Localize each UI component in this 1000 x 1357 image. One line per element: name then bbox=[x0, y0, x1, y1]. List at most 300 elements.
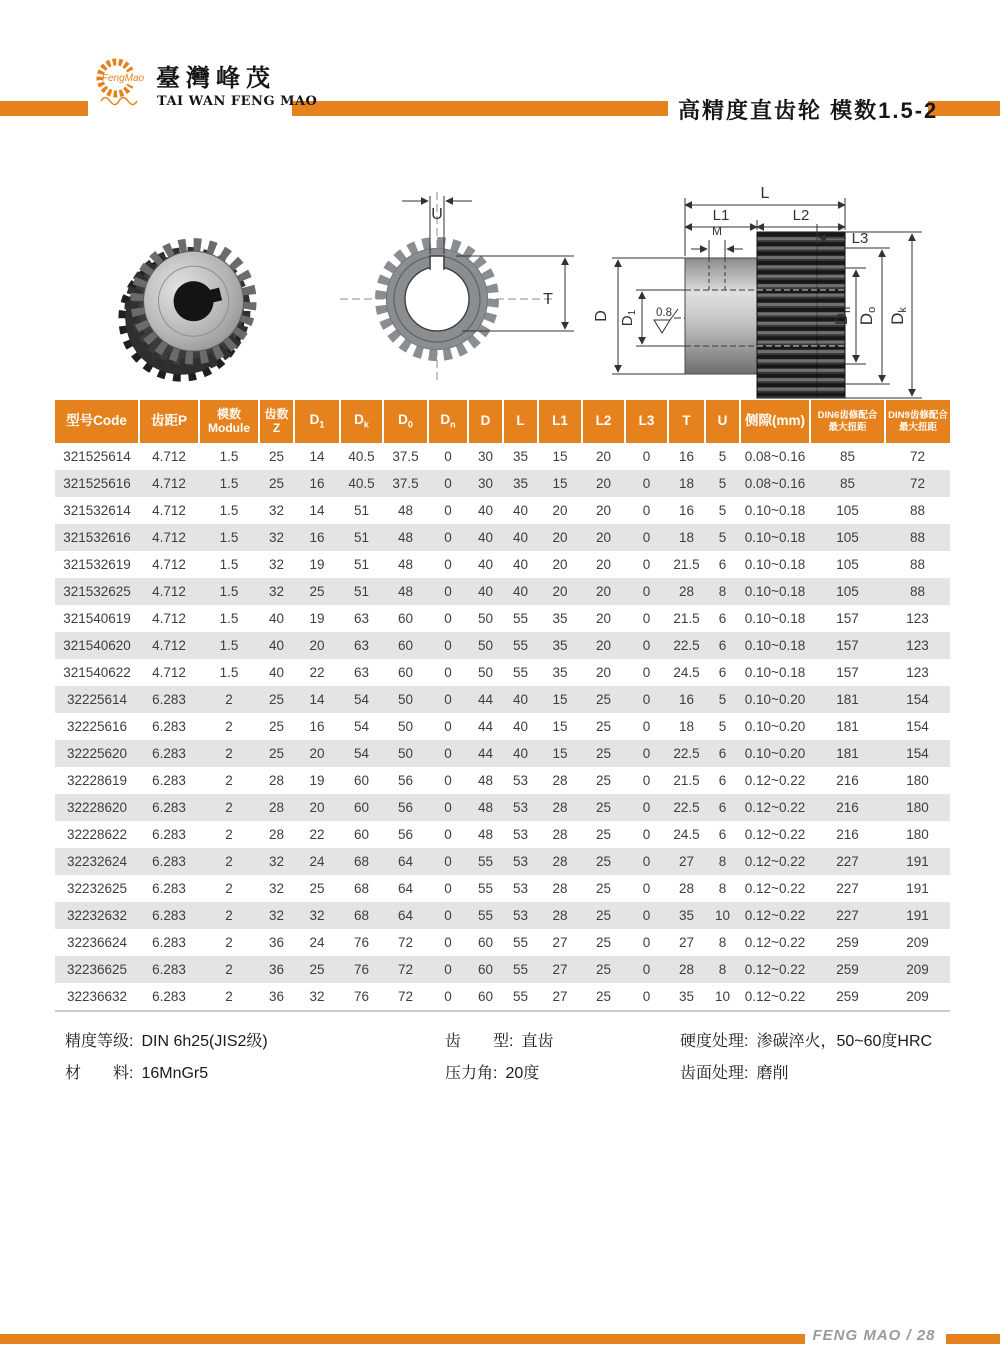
table-cell: 180 bbox=[906, 773, 929, 788]
table-cell: 76 bbox=[353, 962, 370, 977]
note-material: 材 料: 16MnGr5 bbox=[65, 1065, 209, 1082]
table-cell: 1.5 bbox=[219, 638, 239, 653]
table-cell: 28 bbox=[552, 881, 568, 896]
table-row bbox=[55, 929, 950, 956]
table-cell: 40 bbox=[268, 665, 285, 680]
table-cell: 72 bbox=[909, 476, 926, 491]
table-row bbox=[55, 551, 950, 578]
table-cell: 40 bbox=[512, 503, 529, 518]
table-cell: 0 bbox=[642, 611, 651, 626]
table-cell: 5 bbox=[718, 719, 727, 734]
col-header-teeth-count: 齿数 Z bbox=[259, 400, 294, 443]
notes-column-3 bbox=[680, 1026, 932, 1090]
table-cell: 16 bbox=[678, 449, 695, 464]
dn-dimension-label: Dn bbox=[832, 306, 853, 326]
table-cell: 51 bbox=[353, 503, 370, 518]
table-cell: 55 bbox=[477, 908, 494, 923]
table-cell: 56 bbox=[397, 800, 414, 815]
gear-logo-icon bbox=[92, 52, 152, 114]
table-cell: 28 bbox=[552, 827, 568, 842]
table-cell: 0.12~0.22 bbox=[744, 773, 806, 788]
table-cell: 16 bbox=[309, 530, 325, 545]
table-cell: 19 bbox=[309, 773, 325, 788]
table-cell: 6.283 bbox=[152, 881, 186, 896]
table-cell: 40 bbox=[477, 503, 494, 518]
header-bar-middle bbox=[292, 101, 668, 116]
table-cell: 25 bbox=[268, 449, 285, 464]
table-cell: 25 bbox=[268, 746, 285, 761]
table-row bbox=[55, 713, 950, 740]
table-cell: 51 bbox=[353, 557, 370, 572]
table-cell: 35 bbox=[678, 989, 695, 1004]
table-row bbox=[55, 875, 950, 902]
table-cell: 191 bbox=[906, 881, 929, 896]
table-cell: 27 bbox=[552, 935, 568, 950]
do-dimension-label: Do bbox=[857, 306, 878, 326]
table-cell: 19 bbox=[309, 611, 325, 626]
table-cell: 32225616 bbox=[66, 719, 128, 734]
table-cell: 0 bbox=[642, 881, 651, 896]
table-cell: 6 bbox=[718, 557, 727, 572]
table-cell: 6 bbox=[718, 665, 727, 680]
table-cell: 14 bbox=[309, 692, 325, 707]
table-cell: 64 bbox=[397, 854, 414, 869]
note-pressure-angle: 压力角: 20度 bbox=[445, 1065, 540, 1082]
table-cell: 20 bbox=[595, 449, 612, 464]
table-cell: 25 bbox=[309, 881, 325, 896]
table-cell: 20 bbox=[309, 746, 325, 761]
table-cell: 321525614 bbox=[63, 449, 131, 464]
table-cell: 1.5 bbox=[219, 557, 239, 572]
table-cell: 32232632 bbox=[66, 908, 128, 923]
table-cell: 48 bbox=[477, 773, 494, 788]
logo-wave-decoration bbox=[101, 98, 137, 105]
col-header-l2: L2 bbox=[582, 400, 625, 443]
table-cell: 25 bbox=[268, 692, 285, 707]
table-cell: 4.712 bbox=[152, 530, 186, 545]
table-cell: 321532614 bbox=[63, 503, 131, 518]
table-cell: 4.712 bbox=[152, 476, 186, 491]
table-cell: 37.5 bbox=[392, 476, 419, 491]
l1-dimension-label: L1 bbox=[712, 207, 730, 224]
col-header-l1: L1 bbox=[538, 400, 582, 443]
table-cell: 181 bbox=[836, 692, 859, 707]
table-cell: 22 bbox=[309, 827, 325, 842]
table-cell: 0.10~0.18 bbox=[744, 530, 806, 545]
table-cell: 25 bbox=[595, 719, 612, 734]
table-cell: 16 bbox=[309, 719, 325, 734]
brand-logo bbox=[92, 50, 318, 122]
table-cell: 0 bbox=[642, 638, 651, 653]
table-cell: 0 bbox=[642, 476, 651, 491]
table-cell: 88 bbox=[909, 503, 926, 518]
table-cell: 32 bbox=[268, 557, 285, 572]
note-tooth-surface-treatment: 齿面处理: 磨削 bbox=[680, 1065, 789, 1082]
table-cell: 0 bbox=[444, 827, 452, 842]
table-cell: 27 bbox=[678, 854, 695, 869]
note-precision-grade: 精度等级: DIN 6h25(JIS2级) bbox=[65, 1033, 268, 1050]
table-cell: 0.10~0.18 bbox=[744, 665, 806, 680]
note-tooth-type: 齿 型: 直齿 bbox=[445, 1033, 554, 1050]
table-cell: 1.5 bbox=[219, 665, 239, 680]
col-header-pitch: 齿距P bbox=[139, 400, 199, 443]
table-row bbox=[55, 659, 950, 686]
footer-bar-right bbox=[946, 1334, 1000, 1344]
table-cell: 55 bbox=[512, 638, 529, 653]
table-cell: 15 bbox=[552, 449, 568, 464]
table-cell: 0 bbox=[444, 881, 452, 896]
table-cell: 32236632 bbox=[66, 989, 128, 1004]
table-cell: 28 bbox=[678, 962, 695, 977]
table-cell: 32228622 bbox=[66, 827, 128, 842]
table-cell: 40 bbox=[512, 530, 529, 545]
table-cell: 4.712 bbox=[152, 638, 186, 653]
col-header-din6-max-torque: DIN6齿修配合 最大扭距 bbox=[810, 400, 885, 443]
table-cell: 60 bbox=[477, 989, 494, 1004]
col-header-module: 模数 Module bbox=[199, 400, 259, 443]
table-cell: 6.283 bbox=[152, 935, 186, 950]
table-cell: 2 bbox=[225, 827, 233, 842]
table-cell: 2 bbox=[225, 881, 233, 896]
table-cell: 40 bbox=[477, 530, 494, 545]
table-cell: 123 bbox=[906, 665, 929, 680]
table-cell: 72 bbox=[397, 962, 414, 977]
gear-front-shape bbox=[381, 243, 493, 355]
table-cell: 76 bbox=[353, 935, 370, 950]
table-cell: 20 bbox=[552, 584, 568, 599]
table-cell: 209 bbox=[906, 989, 929, 1004]
table-cell: 28 bbox=[552, 854, 568, 869]
col-header-t: T bbox=[668, 400, 705, 443]
header-bar-left bbox=[0, 101, 88, 116]
table-cell: 63 bbox=[353, 665, 370, 680]
table-cell: 6 bbox=[718, 638, 727, 653]
table-cell: 25 bbox=[595, 692, 612, 707]
table-cell: 35 bbox=[552, 638, 568, 653]
table-cell: 40 bbox=[477, 557, 494, 572]
table-cell: 321540622 bbox=[63, 665, 131, 680]
table-cell: 105 bbox=[836, 503, 859, 518]
table-cell: 60 bbox=[397, 638, 414, 653]
table-cell: 0 bbox=[642, 719, 651, 734]
table-cell: 68 bbox=[353, 881, 370, 896]
table-cell: 259 bbox=[836, 962, 859, 977]
table-cell: 15 bbox=[552, 692, 568, 707]
table-cell: 259 bbox=[836, 935, 859, 950]
table-cell: 0 bbox=[642, 827, 651, 842]
table-cell: 321540619 bbox=[63, 611, 131, 626]
table-cell: 0.10~0.20 bbox=[744, 719, 806, 734]
l3-dimension-label: L3 bbox=[851, 230, 869, 247]
table-cell: 48 bbox=[477, 800, 494, 815]
table-cell: 2 bbox=[225, 746, 233, 761]
table-cell: 16 bbox=[309, 476, 325, 491]
table-row bbox=[55, 497, 950, 524]
table-cell: 2 bbox=[225, 962, 233, 977]
table-cell: 21.5 bbox=[673, 773, 700, 788]
table-cell: 44 bbox=[477, 692, 494, 707]
col-header-dn: $D_n$ bbox=[428, 400, 468, 443]
table-cell: 20 bbox=[595, 476, 612, 491]
table-cell: 50 bbox=[397, 719, 414, 734]
table-cell: 32 bbox=[268, 584, 285, 599]
table-cell: 0 bbox=[642, 557, 651, 572]
table-cell: 1.5 bbox=[219, 503, 239, 518]
table-cell: 60 bbox=[397, 611, 414, 626]
table-cell: 19 bbox=[309, 557, 325, 572]
table-cell: 0.12~0.22 bbox=[744, 908, 806, 923]
table-cell: 50 bbox=[477, 638, 494, 653]
table-cell: 209 bbox=[906, 935, 929, 950]
table-cell: 35 bbox=[552, 611, 568, 626]
table-cell: 2 bbox=[225, 854, 233, 869]
table-cell: 56 bbox=[397, 827, 414, 842]
table-cell: 51 bbox=[353, 530, 370, 545]
table-cell: 36 bbox=[268, 935, 285, 950]
table-cell: 60 bbox=[477, 935, 494, 950]
table-cell: 0 bbox=[642, 854, 651, 869]
table-cell: 180 bbox=[906, 800, 929, 815]
table-cell: 16 bbox=[678, 503, 695, 518]
col-header-d0: $D_0$ bbox=[383, 400, 428, 443]
table-cell: 216 bbox=[836, 827, 859, 842]
table-cell: 181 bbox=[836, 746, 859, 761]
table-cell: 0.12~0.22 bbox=[744, 989, 806, 1004]
table-cell: 0 bbox=[444, 503, 452, 518]
table-cell: 72 bbox=[397, 935, 414, 950]
table-cell: 55 bbox=[477, 854, 494, 869]
table-cell: 2 bbox=[225, 989, 233, 1004]
table-cell: 105 bbox=[836, 530, 859, 545]
table-cell: 5 bbox=[718, 476, 727, 491]
table-cell: 32 bbox=[268, 503, 285, 518]
table-cell: 28 bbox=[678, 584, 695, 599]
table-cell: 28 bbox=[268, 827, 285, 842]
table-cell: 191 bbox=[906, 854, 929, 869]
table-cell: 181 bbox=[836, 719, 859, 734]
table-cell: 27 bbox=[678, 935, 695, 950]
table-cell: 53 bbox=[512, 800, 529, 815]
table-cell: 40 bbox=[268, 638, 285, 653]
table-cell: 0 bbox=[642, 908, 651, 923]
table-cell: 22.5 bbox=[673, 800, 700, 815]
table-cell: 0.12~0.22 bbox=[744, 935, 806, 950]
table-cell: 2 bbox=[225, 935, 233, 950]
table-cell: 216 bbox=[836, 800, 859, 815]
table-cell: 55 bbox=[477, 881, 494, 896]
table-cell: 0 bbox=[444, 638, 452, 653]
table-cell: 15 bbox=[552, 746, 568, 761]
table-cell: 5 bbox=[718, 449, 727, 464]
table-cell: 28 bbox=[552, 800, 568, 815]
table-row bbox=[55, 848, 950, 875]
table-cell: 0 bbox=[642, 962, 651, 977]
table-cell: 55 bbox=[512, 935, 529, 950]
table-cell: 54 bbox=[353, 746, 370, 761]
table-cell: 0 bbox=[444, 854, 452, 869]
table-cell: 0 bbox=[642, 449, 651, 464]
keyway-slot bbox=[431, 256, 443, 272]
col-header-l3: L3 bbox=[625, 400, 668, 443]
hub-section bbox=[685, 258, 757, 374]
col-header-d: D bbox=[468, 400, 503, 443]
table-cell: 0.08~0.16 bbox=[744, 449, 806, 464]
table-cell: 22.5 bbox=[673, 746, 700, 761]
col-header-model-code: 型号Code bbox=[55, 400, 139, 443]
table-cell: 20 bbox=[595, 503, 612, 518]
col-header-dk: $D_k$ bbox=[340, 400, 383, 443]
table-cell: 4.712 bbox=[152, 449, 186, 464]
m-dimension-label: M bbox=[712, 224, 722, 238]
table-cell: 0.10~0.18 bbox=[744, 638, 806, 653]
table-cell: 154 bbox=[906, 746, 929, 761]
table-cell: 24 bbox=[309, 935, 325, 950]
table-cell: 0 bbox=[444, 989, 452, 1004]
table-cell: 88 bbox=[909, 584, 926, 599]
table-cell: 28 bbox=[268, 773, 285, 788]
table-cell: 20 bbox=[309, 638, 325, 653]
table-cell: 15 bbox=[552, 719, 568, 734]
table-cell: 20 bbox=[552, 557, 568, 572]
table-cell: 60 bbox=[477, 962, 494, 977]
table-cell: 32228620 bbox=[66, 800, 128, 815]
table-cell: 25 bbox=[595, 935, 612, 950]
table-cell: 60 bbox=[353, 773, 370, 788]
table-cell: 14 bbox=[309, 449, 325, 464]
table-cell: 53 bbox=[512, 773, 529, 788]
page-title: 高精度直齿轮 模数1.5-2 bbox=[678, 98, 939, 123]
table-cell: 4.712 bbox=[152, 584, 186, 599]
table-cell: 53 bbox=[512, 881, 529, 896]
table-cell: 0 bbox=[444, 719, 452, 734]
table-cell: 25 bbox=[268, 719, 285, 734]
table-cell: 40 bbox=[512, 719, 529, 734]
roughness-value: 0.8 bbox=[656, 307, 672, 319]
table-cell: 2 bbox=[225, 773, 233, 788]
table-cell: 6.283 bbox=[152, 719, 186, 734]
table-cell: 50 bbox=[477, 611, 494, 626]
table-cell: 0.12~0.22 bbox=[744, 854, 806, 869]
table-cell: 40 bbox=[512, 584, 529, 599]
table-cell: 2 bbox=[225, 908, 233, 923]
t-dimension-label: T bbox=[543, 291, 553, 308]
table-cell: 1.5 bbox=[219, 611, 239, 626]
table-cell: 6.283 bbox=[152, 908, 186, 923]
table-cell: 0 bbox=[444, 584, 452, 599]
l2-dimension-label: L2 bbox=[792, 207, 810, 224]
table-cell: 28 bbox=[552, 908, 568, 923]
table-row bbox=[55, 605, 950, 632]
table-cell: 227 bbox=[836, 881, 859, 896]
table-cell: 259 bbox=[836, 989, 859, 1004]
table-cell: 8 bbox=[718, 962, 727, 977]
table-cell: 8 bbox=[718, 881, 727, 896]
table-cell: 0 bbox=[444, 908, 452, 923]
table-cell: 25 bbox=[595, 962, 612, 977]
table-row bbox=[55, 740, 950, 767]
table-row bbox=[55, 632, 950, 659]
table-cell: 32 bbox=[268, 854, 285, 869]
table-cell: 32236625 bbox=[66, 962, 128, 977]
table-cell: 0 bbox=[444, 665, 452, 680]
table-cell: 0 bbox=[444, 530, 452, 545]
table-cell: 0 bbox=[444, 746, 452, 761]
table-cell: 53 bbox=[512, 827, 529, 842]
table-cell: 55 bbox=[512, 665, 529, 680]
table-cell: 6.283 bbox=[152, 773, 186, 788]
table-cell: 24.5 bbox=[673, 827, 700, 842]
table-cell: 16 bbox=[678, 692, 695, 707]
table-cell: 0 bbox=[642, 692, 651, 707]
table-cell: 0 bbox=[642, 584, 651, 599]
table-cell: 123 bbox=[906, 638, 929, 653]
table-cell: 1.5 bbox=[219, 449, 239, 464]
table-cell: 0 bbox=[444, 476, 452, 491]
table-cell: 321532625 bbox=[63, 584, 131, 599]
table-cell: 25 bbox=[268, 476, 285, 491]
table-cell: 0 bbox=[642, 773, 651, 788]
table-row bbox=[55, 794, 950, 821]
table-cell: 15 bbox=[552, 476, 568, 491]
table-cell: 25 bbox=[309, 584, 325, 599]
table-cell: 0 bbox=[642, 746, 651, 761]
table-cell: 32228619 bbox=[66, 773, 128, 788]
table-row bbox=[55, 821, 950, 848]
table-row bbox=[55, 578, 950, 605]
table-cell: 36 bbox=[268, 989, 285, 1004]
table-row bbox=[55, 956, 950, 983]
table-cell: 27 bbox=[552, 962, 568, 977]
table-cell: 0.12~0.22 bbox=[744, 962, 806, 977]
table-cell: 123 bbox=[906, 611, 929, 626]
table-cell: 40 bbox=[512, 557, 529, 572]
table-cell: 88 bbox=[909, 530, 926, 545]
table-cell: 25 bbox=[595, 773, 612, 788]
table-cell: 6 bbox=[718, 827, 727, 842]
table-cell: 6.283 bbox=[152, 962, 186, 977]
table-cell: 321532619 bbox=[63, 557, 131, 572]
table-cell: 36 bbox=[268, 962, 285, 977]
table-cell: 25 bbox=[595, 989, 612, 1004]
table-cell: 2 bbox=[225, 692, 233, 707]
col-header-l: L bbox=[503, 400, 538, 443]
table-row bbox=[55, 686, 950, 713]
table-cell: 85 bbox=[839, 449, 856, 464]
brand-name-cn: 臺灣峰茂 bbox=[156, 63, 276, 92]
table-cell: 25 bbox=[309, 962, 325, 977]
table-cell: 227 bbox=[836, 854, 859, 869]
table-cell: 63 bbox=[353, 611, 370, 626]
table-cell: 44 bbox=[477, 719, 494, 734]
table-cell: 25 bbox=[595, 800, 612, 815]
gear-front-view-diagram bbox=[322, 170, 582, 395]
table-cell: 54 bbox=[353, 719, 370, 734]
table-cell: 54 bbox=[353, 692, 370, 707]
table-cell: 32 bbox=[268, 908, 285, 923]
table-cell: 0.08~0.16 bbox=[744, 476, 806, 491]
table-cell: 154 bbox=[906, 719, 929, 734]
table-cell: 20 bbox=[595, 638, 612, 653]
table-cell: 0 bbox=[444, 611, 452, 626]
table-cell: 0 bbox=[444, 449, 452, 464]
table-cell: 32 bbox=[309, 908, 325, 923]
table-cell: 76 bbox=[353, 989, 370, 1004]
table-cell: 10 bbox=[714, 908, 731, 923]
table-cell: 4.712 bbox=[152, 503, 186, 518]
table-cell: 40 bbox=[477, 584, 494, 599]
table-cell: 27 bbox=[552, 989, 568, 1004]
table-cell: 8 bbox=[718, 584, 727, 599]
